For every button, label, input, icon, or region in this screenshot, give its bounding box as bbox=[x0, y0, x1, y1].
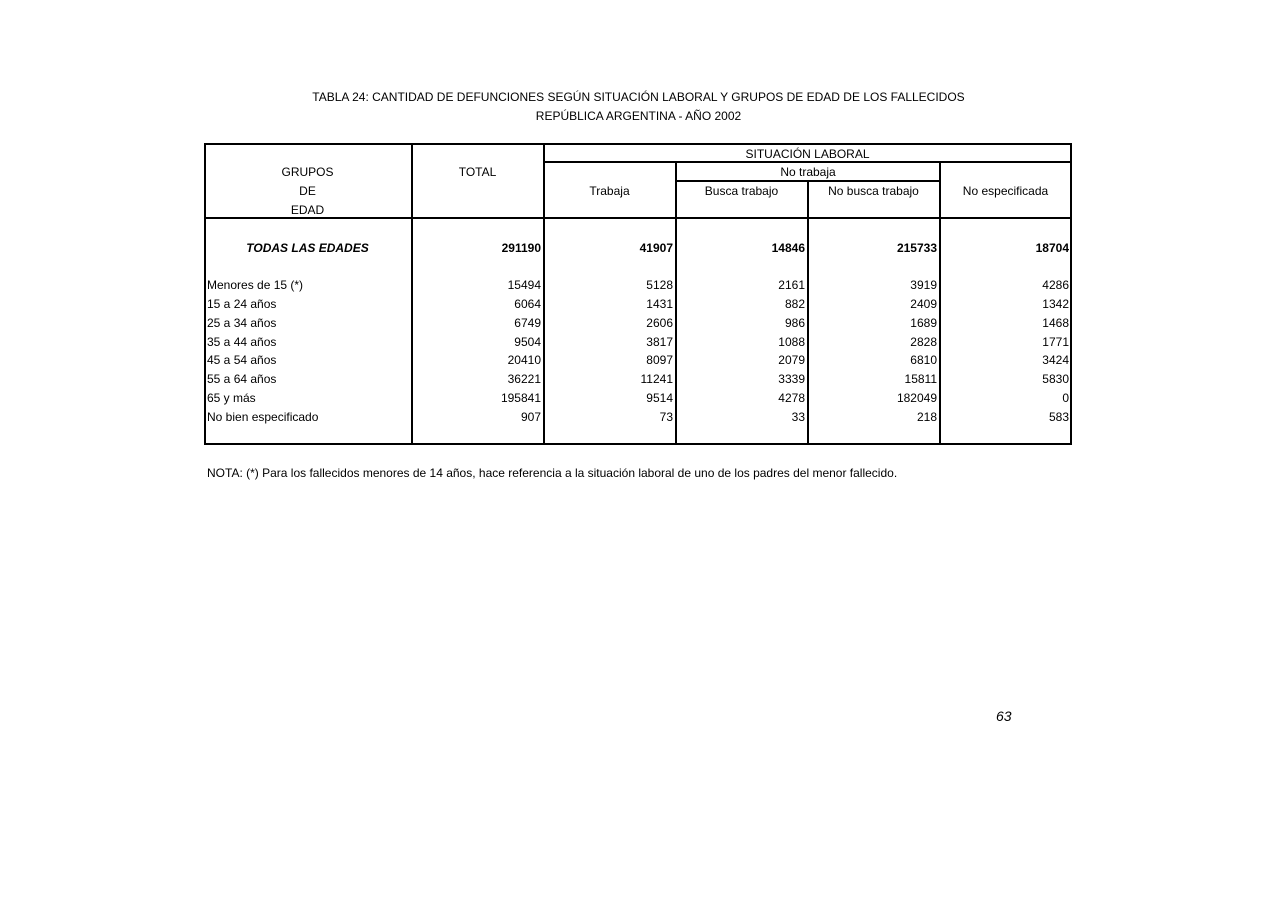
row-total: 36221 bbox=[507, 372, 541, 386]
row-label: 55 a 64 años bbox=[207, 372, 277, 386]
row-trabaja: 9514 bbox=[646, 391, 673, 405]
row-busca-trabajo: 33 bbox=[791, 410, 805, 424]
header-no-especificada: No especificada bbox=[962, 184, 1049, 198]
row-no-especificada: 3424 bbox=[1042, 353, 1069, 367]
row-trabaja: 8097 bbox=[646, 353, 673, 367]
row-total: 6064 bbox=[514, 297, 541, 311]
row-busca-trabajo: 1088 bbox=[778, 335, 805, 349]
total-row-trabaja: 41907 bbox=[639, 241, 673, 255]
row-label: 65 y más bbox=[207, 391, 256, 405]
row-busca-trabajo: 882 bbox=[784, 297, 805, 311]
row-label: 25 a 34 años bbox=[207, 316, 277, 330]
header-divider bbox=[675, 180, 940, 182]
row-no-busca-trabajo: 6810 bbox=[910, 353, 937, 367]
row-no-especificada: 1468 bbox=[1042, 316, 1069, 330]
row-busca-trabajo: 4278 bbox=[778, 391, 805, 405]
row-trabaja: 1431 bbox=[646, 297, 673, 311]
row-no-especificada: 4286 bbox=[1042, 278, 1069, 292]
header-de: DE bbox=[299, 184, 316, 198]
table-border-bottom bbox=[204, 443, 1072, 445]
row-no-busca-trabajo: 2409 bbox=[910, 297, 937, 311]
table-subtitle: REPÚBLICA ARGENTINA - AÑO 2002 bbox=[535, 109, 742, 123]
row-total: 9504 bbox=[514, 335, 541, 349]
row-label: Menores de 15 (*) bbox=[207, 278, 304, 292]
header-trabaja: Trabaja bbox=[589, 184, 630, 198]
header-total: TOTAL bbox=[458, 165, 497, 179]
row-total: 15494 bbox=[507, 278, 541, 292]
row-no-especificada: 1342 bbox=[1042, 297, 1069, 311]
row-no-especificada: 0 bbox=[1062, 391, 1069, 405]
row-busca-trabajo: 3339 bbox=[778, 372, 805, 386]
total-row-busca-trabajo: 14846 bbox=[771, 241, 805, 255]
total-row-label: TODAS LAS EDADES bbox=[246, 241, 369, 255]
row-label: No bien especificado bbox=[207, 410, 319, 424]
header-edad: EDAD bbox=[290, 203, 325, 217]
header-no-busca-trabajo: No busca trabajo bbox=[828, 184, 919, 198]
header-divider bbox=[204, 217, 1072, 219]
row-total: 195841 bbox=[500, 391, 541, 405]
row-no-busca-trabajo: 218 bbox=[916, 410, 937, 424]
row-no-busca-trabajo: 182049 bbox=[896, 391, 937, 405]
row-total: 907 bbox=[520, 410, 541, 424]
row-busca-trabajo: 2079 bbox=[778, 353, 805, 367]
row-total: 6749 bbox=[514, 316, 541, 330]
row-busca-trabajo: 986 bbox=[784, 316, 805, 330]
row-trabaja: 3817 bbox=[646, 335, 673, 349]
row-no-busca-trabajo: 2828 bbox=[910, 335, 937, 349]
header-divider bbox=[543, 161, 1071, 163]
page-number: 63 bbox=[996, 708, 1012, 724]
row-no-especificada: 1771 bbox=[1042, 335, 1069, 349]
total-row-no-especificada: 18704 bbox=[1035, 241, 1069, 255]
row-total: 20410 bbox=[507, 353, 541, 367]
total-row-no-busca-trabajo: 215733 bbox=[896, 241, 937, 255]
row-no-busca-trabajo: 15811 bbox=[904, 372, 937, 386]
header-busca-trabajo: Busca trabajo bbox=[704, 184, 779, 198]
row-trabaja: 2606 bbox=[646, 316, 673, 330]
footnote: NOTA: (*) Para los fallecidos menores de 14 años, hace referencia a la situación laboral de uno de los padres del menor fallecido. bbox=[207, 466, 898, 480]
row-label: 35 a 44 años bbox=[207, 335, 277, 349]
row-label: 45 a 54 años bbox=[207, 353, 277, 367]
row-no-especificada: 5830 bbox=[1042, 372, 1069, 386]
row-no-busca-trabajo: 3919 bbox=[910, 278, 937, 292]
header-situacion-laboral: SITUACIÓN LABORAL bbox=[745, 147, 870, 161]
row-label: 15 a 24 años bbox=[207, 297, 277, 311]
row-no-busca-trabajo: 1689 bbox=[910, 316, 937, 330]
col-divider bbox=[807, 180, 809, 445]
data-table bbox=[204, 143, 1072, 445]
row-trabaja: 11241 bbox=[640, 372, 673, 386]
header-grupos: GRUPOS bbox=[281, 165, 334, 179]
row-busca-trabajo: 2161 bbox=[778, 278, 805, 292]
row-no-especificada: 583 bbox=[1048, 410, 1069, 424]
table-border-top bbox=[204, 143, 1072, 145]
row-trabaja: 5128 bbox=[646, 278, 673, 292]
row-trabaja: 73 bbox=[659, 410, 673, 424]
total-row-total: 291190 bbox=[501, 241, 541, 255]
header-no-trabaja: No trabaja bbox=[780, 165, 836, 179]
table-title: TABLA 24: CANTIDAD DE DEFUNCIONES SEGÚN SITUACIÓN LABORAL Y GRUPOS DE EDAD DE LOS FALLECIDOS bbox=[312, 90, 965, 104]
